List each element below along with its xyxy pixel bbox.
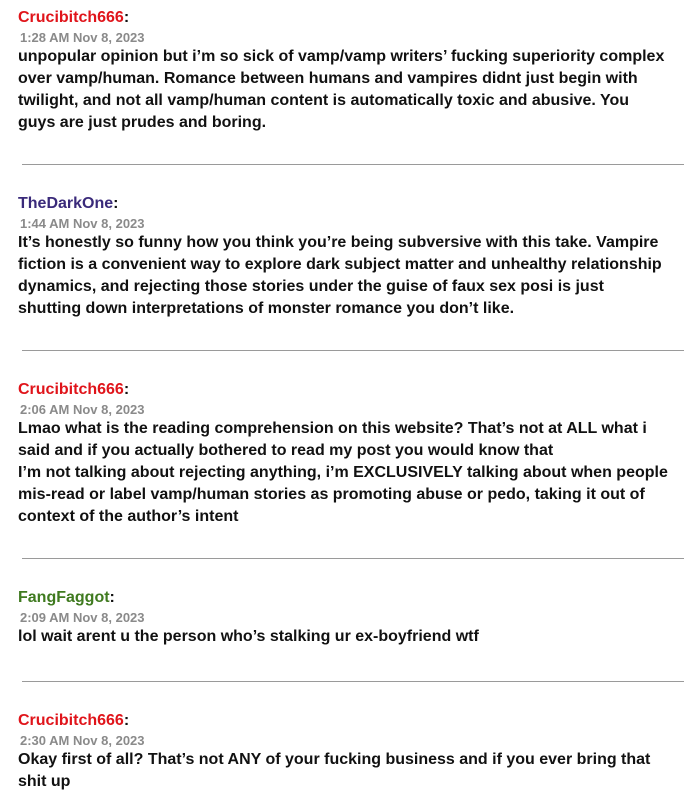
username-colon: : [123, 712, 130, 729]
post-header [18, 195, 684, 213]
username-link[interactable]: Crucibitch666 [18, 381, 124, 398]
post-timestamp: 2:06 AM Nov 8, 2023 [20, 402, 145, 417]
username-link[interactable]: Crucibitch666 [18, 712, 124, 729]
username-colon: : [113, 195, 119, 212]
comment-post [18, 559, 684, 648]
post-timestamp: 2:09 AM Nov 8, 2023 [20, 610, 145, 625]
post-header [18, 381, 684, 399]
comment-post [18, 0, 684, 134]
post-header [18, 712, 684, 730]
comment-post [18, 351, 684, 528]
username-colon: : [123, 9, 130, 26]
post-body: Lmao what is the reading comprehension on this website? That’s not at ALL what i said and if you actually bothered to read my post you would know that I’m not talking about rejecting anything, i’m EXCLUSIVELY talking about when people mis-read or label vamp/human stories as promoting abuse or pedo, taking it out of context of the author’s intent [18, 420, 668, 525]
post-header [18, 589, 684, 607]
post-body: It’s honestly so funny how you think you’re being subversive with this take. Vampire fiction is a convenient way to explore dark subject matter and unhealthy relationship dynamics, and rejecting those stories under the guise of faux sex posi is just shutting down interpretations of monster romance you don’t like. [18, 234, 662, 317]
post-body: unpopular opinion but i’m so sick of vamp/vamp writers’ fucking superiority complex over vamp/human. Romance between humans and vampires didnt just begin with twilight, and not all vamp/human content is automatically toxic and abusive. You guys are just prudes and boring. [18, 48, 665, 131]
comment-post [18, 165, 684, 320]
post-header [18, 9, 684, 27]
comment-post [18, 682, 684, 793]
username-link[interactable]: FangFaggot [18, 589, 110, 606]
post-body: Okay first of all? That’s not ANY of your fucking business and if you ever bring that shit up [18, 751, 651, 790]
post-body: lol wait arent u the person who’s stalking ur ex-boyfriend wtf [18, 628, 479, 645]
username-link[interactable]: TheDarkOne [18, 195, 114, 212]
username-link[interactable]: Crucibitch666 [18, 9, 124, 26]
post-timestamp: 1:44 AM Nov 8, 2023 [20, 216, 145, 231]
post-timestamp: 1:28 AM Nov 8, 2023 [20, 30, 145, 45]
username-colon: : [123, 381, 130, 398]
username-colon: : [109, 589, 115, 606]
post-timestamp: 2:30 AM Nov 8, 2023 [20, 733, 145, 748]
